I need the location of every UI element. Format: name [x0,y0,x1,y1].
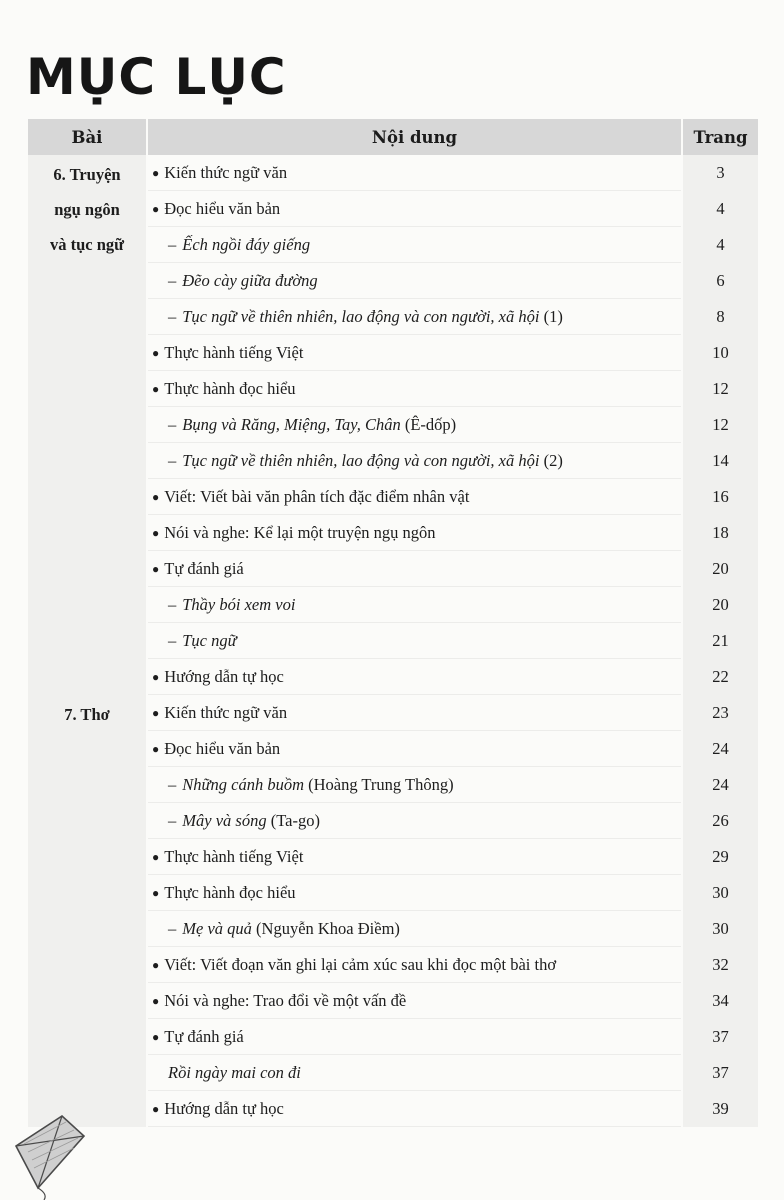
table-row [28,155,758,191]
lesson-title-line: 6. Truyện [53,165,121,184]
content-cell [147,1091,682,1127]
content-cell [147,911,682,947]
entry-text: Thực hành đọc hiểu [164,378,296,398]
content-cell [147,947,682,983]
bullet-dot-icon: ● [152,957,160,972]
content-cell [147,263,682,299]
content-cell [147,155,682,191]
dash-icon: – [168,270,177,290]
page-number: 16 [682,479,758,515]
page-number: 26 [682,803,758,839]
bullet-dot-icon: ● [152,165,160,180]
entry-text: Thực hành tiếng Việt [164,342,304,362]
entry-text: Hướng dẫn tự học [164,666,284,686]
dash-icon: – [168,774,177,794]
content-cell [147,227,682,263]
table-row [28,695,758,731]
page-number: 39 [682,1091,758,1127]
page-number: 21 [682,623,758,659]
entry-text: Thực hành đọc hiểu [164,882,296,902]
page-number: 12 [682,371,758,407]
header-row [28,119,758,155]
entry-text: Thực hành tiếng Việt [164,846,304,866]
bullet-dot-icon: ● [152,561,160,576]
page-number: 24 [682,731,758,767]
entry-title: Thầy bói xem voi [182,594,296,614]
bullet-dot-icon: ● [152,489,160,504]
content-cell [147,443,682,479]
bullet-dot-icon: ● [152,669,160,684]
content-cell [147,335,682,371]
bullet-dot-icon: ● [152,993,160,1008]
content-cell [147,1055,682,1091]
lesson-title-line: 7. Thơ [64,704,110,724]
content-cell [147,623,682,659]
entry-text: Hướng dẫn tự học [164,1098,284,1118]
content-cell [147,551,682,587]
entry-title: Tục ngữ về thiên nhiên, lao động và con người, xã hội [182,450,540,470]
lesson-cell [28,155,147,695]
entry-title: Mây và sóng [182,810,267,830]
page-number: 22 [682,659,758,695]
content-cell [147,659,682,695]
entry-text: Viết: Viết bài văn phân tích đặc điểm nhân vật [164,486,470,506]
page-number: 4 [682,191,758,227]
bullet-dot-icon: ● [152,885,160,900]
content-cell [147,191,682,227]
entry-text: Tự đánh giá [164,1026,244,1046]
bullet-dot-icon: ● [152,345,160,360]
entry-author: (1) [539,306,563,326]
content-cell [147,839,682,875]
page-number: 20 [682,587,758,623]
entry-title: Tục ngữ [182,630,237,650]
lesson-cell [28,695,147,1127]
entry-author: (Ta-go) [266,810,320,830]
content-cell [147,767,682,803]
content-cell [147,515,682,551]
content-cell [147,803,682,839]
entry-text: Viết: Viết đoạn văn ghi lại cảm xúc sau khi đọc một bài thơ [164,954,557,974]
entry-author: (Ê-dốp) [400,414,457,434]
bullet-dot-icon: ● [152,201,160,216]
content-cell [147,479,682,515]
content-cell [147,371,682,407]
header-lesson: Bài [28,119,147,155]
bullet-dot-icon: ● [152,381,160,396]
lesson-title-line: ngụ ngôn [54,200,120,219]
content-cell [147,983,682,1019]
entry-title: Rồi ngày mai con đi [168,1062,301,1082]
page-number: 10 [682,335,758,371]
entry-text: Nói và nghe: Kể lại một truyện ngụ ngôn [164,522,436,542]
header-page: Trang [682,119,758,155]
entry-text: Tự đánh giá [164,558,244,578]
page-number: 18 [682,515,758,551]
content-cell [147,695,682,731]
page-number: 34 [682,983,758,1019]
entry-author: (Hoàng Trung Thông) [304,774,454,794]
dash-icon: – [168,414,177,434]
page-number: 14 [682,443,758,479]
content-cell [147,731,682,767]
dash-icon: – [168,810,177,830]
dash-icon: – [168,234,177,254]
bullet-dot-icon: ● [152,705,160,720]
page-number: 24 [682,767,758,803]
dash-icon: – [168,630,177,650]
kite-icon [4,1108,104,1200]
page-number: 4 [682,227,758,263]
entry-text: Kiến thức ngữ văn [164,162,288,182]
page-number: 37 [682,1055,758,1091]
bullet-dot-icon: ● [152,525,160,540]
page-number: 6 [682,263,758,299]
entry-author: (Nguyễn Khoa Điềm) [251,918,400,938]
entry-title: Bụng và Răng, Miệng, Tay, Chân [182,414,401,434]
entry-text: Kiến thức ngữ văn [164,702,288,722]
page-number: 3 [682,155,758,191]
table-of-contents [28,119,758,1127]
page-number: 23 [682,695,758,731]
page-number: 8 [682,299,758,335]
entry-title: Ếch ngồi đáy giếng [182,234,311,254]
entry-title: Tục ngữ về thiên nhiên, lao động và con người, xã hội [182,306,540,326]
content-cell [147,587,682,623]
entry-title: Những cánh buồm [182,774,304,794]
page-title: MỤC LỤC [26,48,287,106]
bullet-dot-icon: ● [152,741,160,756]
lesson-title [28,155,146,695]
table-body [28,155,758,1127]
page-number: 30 [682,911,758,947]
content-cell [147,407,682,443]
bullet-dot-icon: ● [152,849,160,864]
content-cell [147,1019,682,1055]
entry-text: Đọc hiểu văn bản [164,198,281,218]
dash-icon: – [168,450,177,470]
page-number: 20 [682,551,758,587]
page-number: 29 [682,839,758,875]
entry-title: Mẹ và quả [182,918,252,938]
entry-text: Nói và nghe: Trao đổi về một vấn đề [164,990,407,1010]
page-number: 32 [682,947,758,983]
dash-icon: – [168,306,177,326]
page-number: 37 [682,1019,758,1055]
header-content: Nội dung [147,119,682,155]
entry-author: (2) [539,450,563,470]
dash-icon: – [168,594,177,614]
entry-text: Đọc hiểu văn bản [164,738,281,758]
bullet-dot-icon: ● [152,1101,160,1116]
page-number: 30 [682,875,758,911]
entry-title: Đẽo cày giữa đường [182,270,318,290]
content-cell [147,299,682,335]
lesson-title [28,695,146,1127]
bullet-dot-icon: ● [152,1029,160,1044]
dash-icon: – [168,918,177,938]
lesson-title-line: và tục ngữ [49,235,125,254]
page-number: 12 [682,407,758,443]
content-cell [147,875,682,911]
